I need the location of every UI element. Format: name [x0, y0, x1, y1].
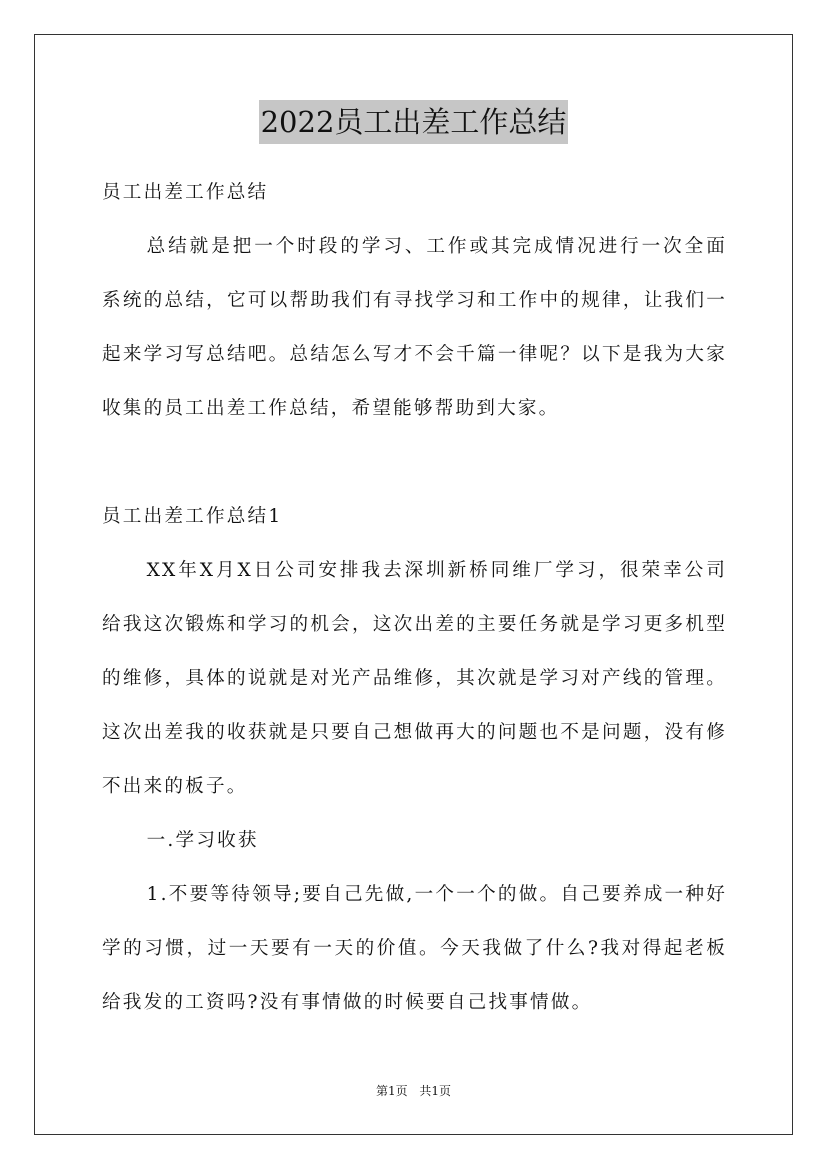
list-item: 1.不要等待领导;要自己先做,一个一个的做。自己要养成一种好学的习惯，过一天要有一天的价值。今天我做了什么?我对得起老板给我发的工资吗?没有事情做的时候要自己找事情做。	[102, 884, 727, 1013]
page-number: 第1页	[375, 1084, 408, 1098]
intro-paragraph: 总结就是把一个时段的学习、工作或其完成情况进行一次全面系统的总结，它可以帮助我们有寻找学习和工作中的规律，让我们一起来学习写总结吧。总结怎么写才不会千篇一律呢？以下是我为大家收集的员工出差工作总结，希望能够帮助到大家。	[102, 236, 727, 419]
document-body	[102, 166, 727, 1030]
page-total: 共1页	[419, 1084, 452, 1098]
section-paragraph: XX年X月X日公司安排我去深圳新桥同维厂学习，很荣幸公司给我这次锻炼和学习的机会，这次出差的主要任务就是学习更多机型的维修，具体的说就是对光产品维修，其次就是学习对产线的管理。这次出差我的收获就是只要自己想做再大的问题也不是问题，没有修不出来的板子。	[102, 560, 727, 797]
document-subtitle: 员工出差工作总结	[102, 182, 269, 203]
document-title: 2022员工出差工作总结	[259, 100, 569, 144]
page-footer	[0, 1083, 827, 1099]
title-container	[0, 100, 827, 144]
paragraph-spacer	[102, 436, 727, 490]
subheading: 一.学习收获	[146, 830, 259, 851]
section-heading: 员工出差工作总结1	[102, 506, 283, 527]
